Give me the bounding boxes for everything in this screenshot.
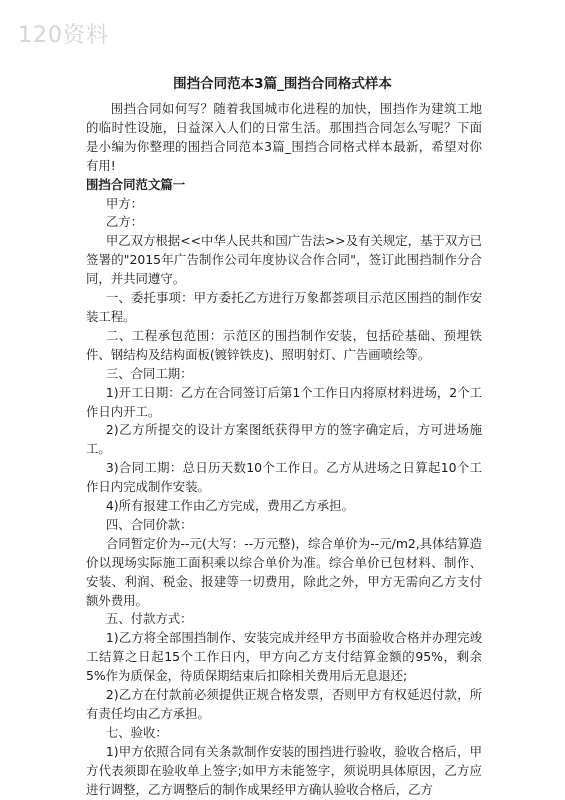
paragraph: 围挡合同如何写？随着我国城市化进程的加快，围挡作为建筑工地的临时性设施，日益深入人们的日常生活。那围挡合同怎么写呢？下面是小编为你整理的围挡合同范本3篇_围挡合同格式样本最新，希望对你有用! — [86, 101, 482, 173]
paragraph: 二、工程承包范围：示范区的围挡制作安装，包括砼基础、预埋铁件、钢结构及结构面板(镀锌铁皮)、照明射灯、广告画喷绘等。 — [86, 327, 482, 362]
paragraph: 2)乙方所提交的设计方案图纸获得甲方的签字确定后，方可进场施工。 — [86, 422, 482, 457]
document-title: 围挡合同范本3篇_围挡合同格式样本 — [173, 76, 392, 92]
paragraph: 乙方： — [105, 214, 143, 230]
paragraph: 五、付款方式： — [105, 611, 193, 627]
watermark-logo: 120资料 — [18, 23, 109, 48]
paragraph: 2)乙方在付款前必须提供正规合格发票，否则甲方有权延迟付款，所有责任均由乙方承担。 — [86, 687, 482, 721]
document-body — [86, 100, 482, 800]
paragraph: 合同暂定价为--元(大写：--万元整)，综合单价为--元/m2,具体结算造价以现场实际施工面积乘以综合单价为准。综合单价已包材料、制作、安装、利润、税金、报建等一切费用，除此之外，甲方无需向乙方支付额外费用。 — [86, 535, 482, 608]
paragraph: 三、合同工期： — [105, 365, 193, 381]
paragraph: 1)甲方依照合同有关条款制作安装的围挡进行验收，验收合格后，甲方代表须即在验收单上签字;如甲方未能签字，须说明具体原因，乙方应进行调整，乙方调整后的制作成果经甲方确认验收合格后，乙方 — [86, 743, 482, 797]
paragraph: 3)合同工期：总日历天数10个工作日。乙方从进场之日算起10个工作日内完成制作安装。 — [86, 460, 482, 495]
paragraph: 4)所有报建工作由乙方完成，费用乙方承担。 — [105, 498, 354, 514]
paragraph: 甲乙双方根据<<中华人民共和国广告法>>及有关规定，基于双方已签署的"2015年广告制作公司年度协议合作合同"，签订此围挡制作分合同，并共同遵守。 — [86, 233, 482, 287]
paragraph: 1)开工日期：乙方在合同签订后第1个工作日内将原材料进场，2个工作日内开工。 — [86, 384, 482, 419]
paragraph: 一、委托事项：甲方委托乙方进行万象都荟项目示范区围挡的制作安装工程。 — [86, 290, 482, 324]
paragraph: 1)乙方将全部围挡制作、安装完成并经甲方书面验收合格并办理完竣工结算之日起15个工作日内，甲方向乙方支付结算金额的95%，剩余5%作为质保金，待质保期结束后扣除相关费用后无息退还; — [86, 630, 482, 684]
paragraph: 四、合同价款： — [105, 516, 193, 532]
section-heading: 围挡合同范文篇一 — [86, 176, 186, 192]
paragraph: 甲方： — [105, 195, 143, 211]
paragraph: 七、验收： — [105, 724, 168, 740]
